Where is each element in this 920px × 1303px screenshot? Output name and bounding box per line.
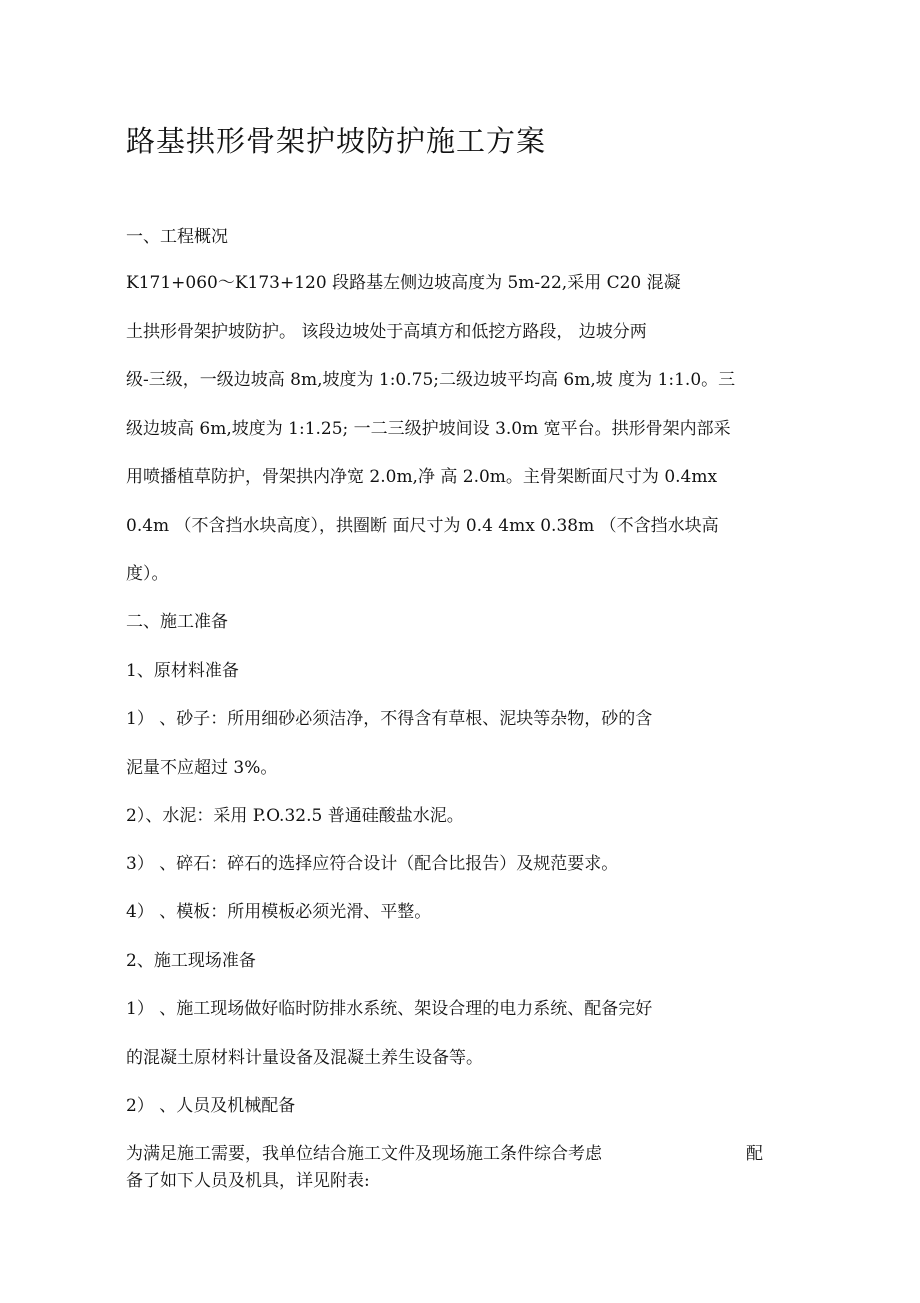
paragraph-line: 土拱形骨架护坡防护。 该段边坡处于高填方和低挖方路段， 边坡分两 — [126, 322, 647, 342]
list-item: 4） 、模板：所用模板必须光滑、平整。 — [126, 902, 432, 922]
paragraph-line: 级-三级，一级边坡高 8m,坡度为 1:0.75;二级边坡平均高 6m,坡 度为 1:1.0。三 — [126, 370, 736, 390]
list-item: 3） 、碎石：碎石的选择应符合设计（配合比报告）及规范要求。 — [126, 854, 619, 874]
paragraph-line: K171+060～K173+120 段路基左侧边坡高度为 5m-22,采用 C20 混凝 — [126, 273, 681, 293]
paragraph-line: 用喷播植草防护，骨架拱内净宽 2.0m,净 高 2.0m。主骨架断面尺寸为 0.4mx — [126, 467, 718, 487]
section-heading-preparation: 二、施工准备 — [126, 612, 228, 632]
list-item: 2） 、人员及机械配备 — [126, 1096, 296, 1116]
subsection-heading-materials: 1、原材料准备 — [126, 661, 239, 681]
paragraph-line: 为满足施工需要，我单位结合施工文件及现场施工条件综合考虑 — [126, 1144, 602, 1164]
paragraph-line: 度）。 — [126, 564, 169, 584]
paragraph-line-tail: 配 — [746, 1144, 763, 1164]
subsection-heading-site: 2、施工现场准备 — [126, 951, 256, 971]
paragraph-line: 级边坡高 6m,坡度为 1:1.25; 一二三级护坡间设 3.0m 宽平台。拱形骨架内部采 — [126, 419, 731, 439]
list-item: 1） 、砂子：所用细砂必须洁净，不得含有草根、泥块等杂物，砂的含 — [126, 709, 653, 729]
document-title: 路基拱形骨架护坡防护施工方案 — [126, 124, 547, 158]
section-heading-overview: 一、工程概况 — [126, 227, 228, 247]
list-item-continuation: 泥量不应超过 3%。 — [126, 758, 278, 778]
paragraph-line: 备了如下人员及机具，详见附表: — [126, 1171, 370, 1191]
list-item-continuation: 的混凝土原材料计量设备及混凝土养生设备等。 — [126, 1048, 483, 1068]
list-item: 1） 、施工现场做好临时防排水系统、架设合理的电力系统、配备完好 — [126, 999, 653, 1019]
paragraph-line: 0.4m （不含挡水块高度），拱圈断 面尺寸为 0.4 4mx 0.38m （不含挡水块高 — [126, 516, 719, 536]
list-item: 2）、水泥：采用 P.O.32.5 普通硅酸盐水泥。 — [126, 806, 464, 826]
